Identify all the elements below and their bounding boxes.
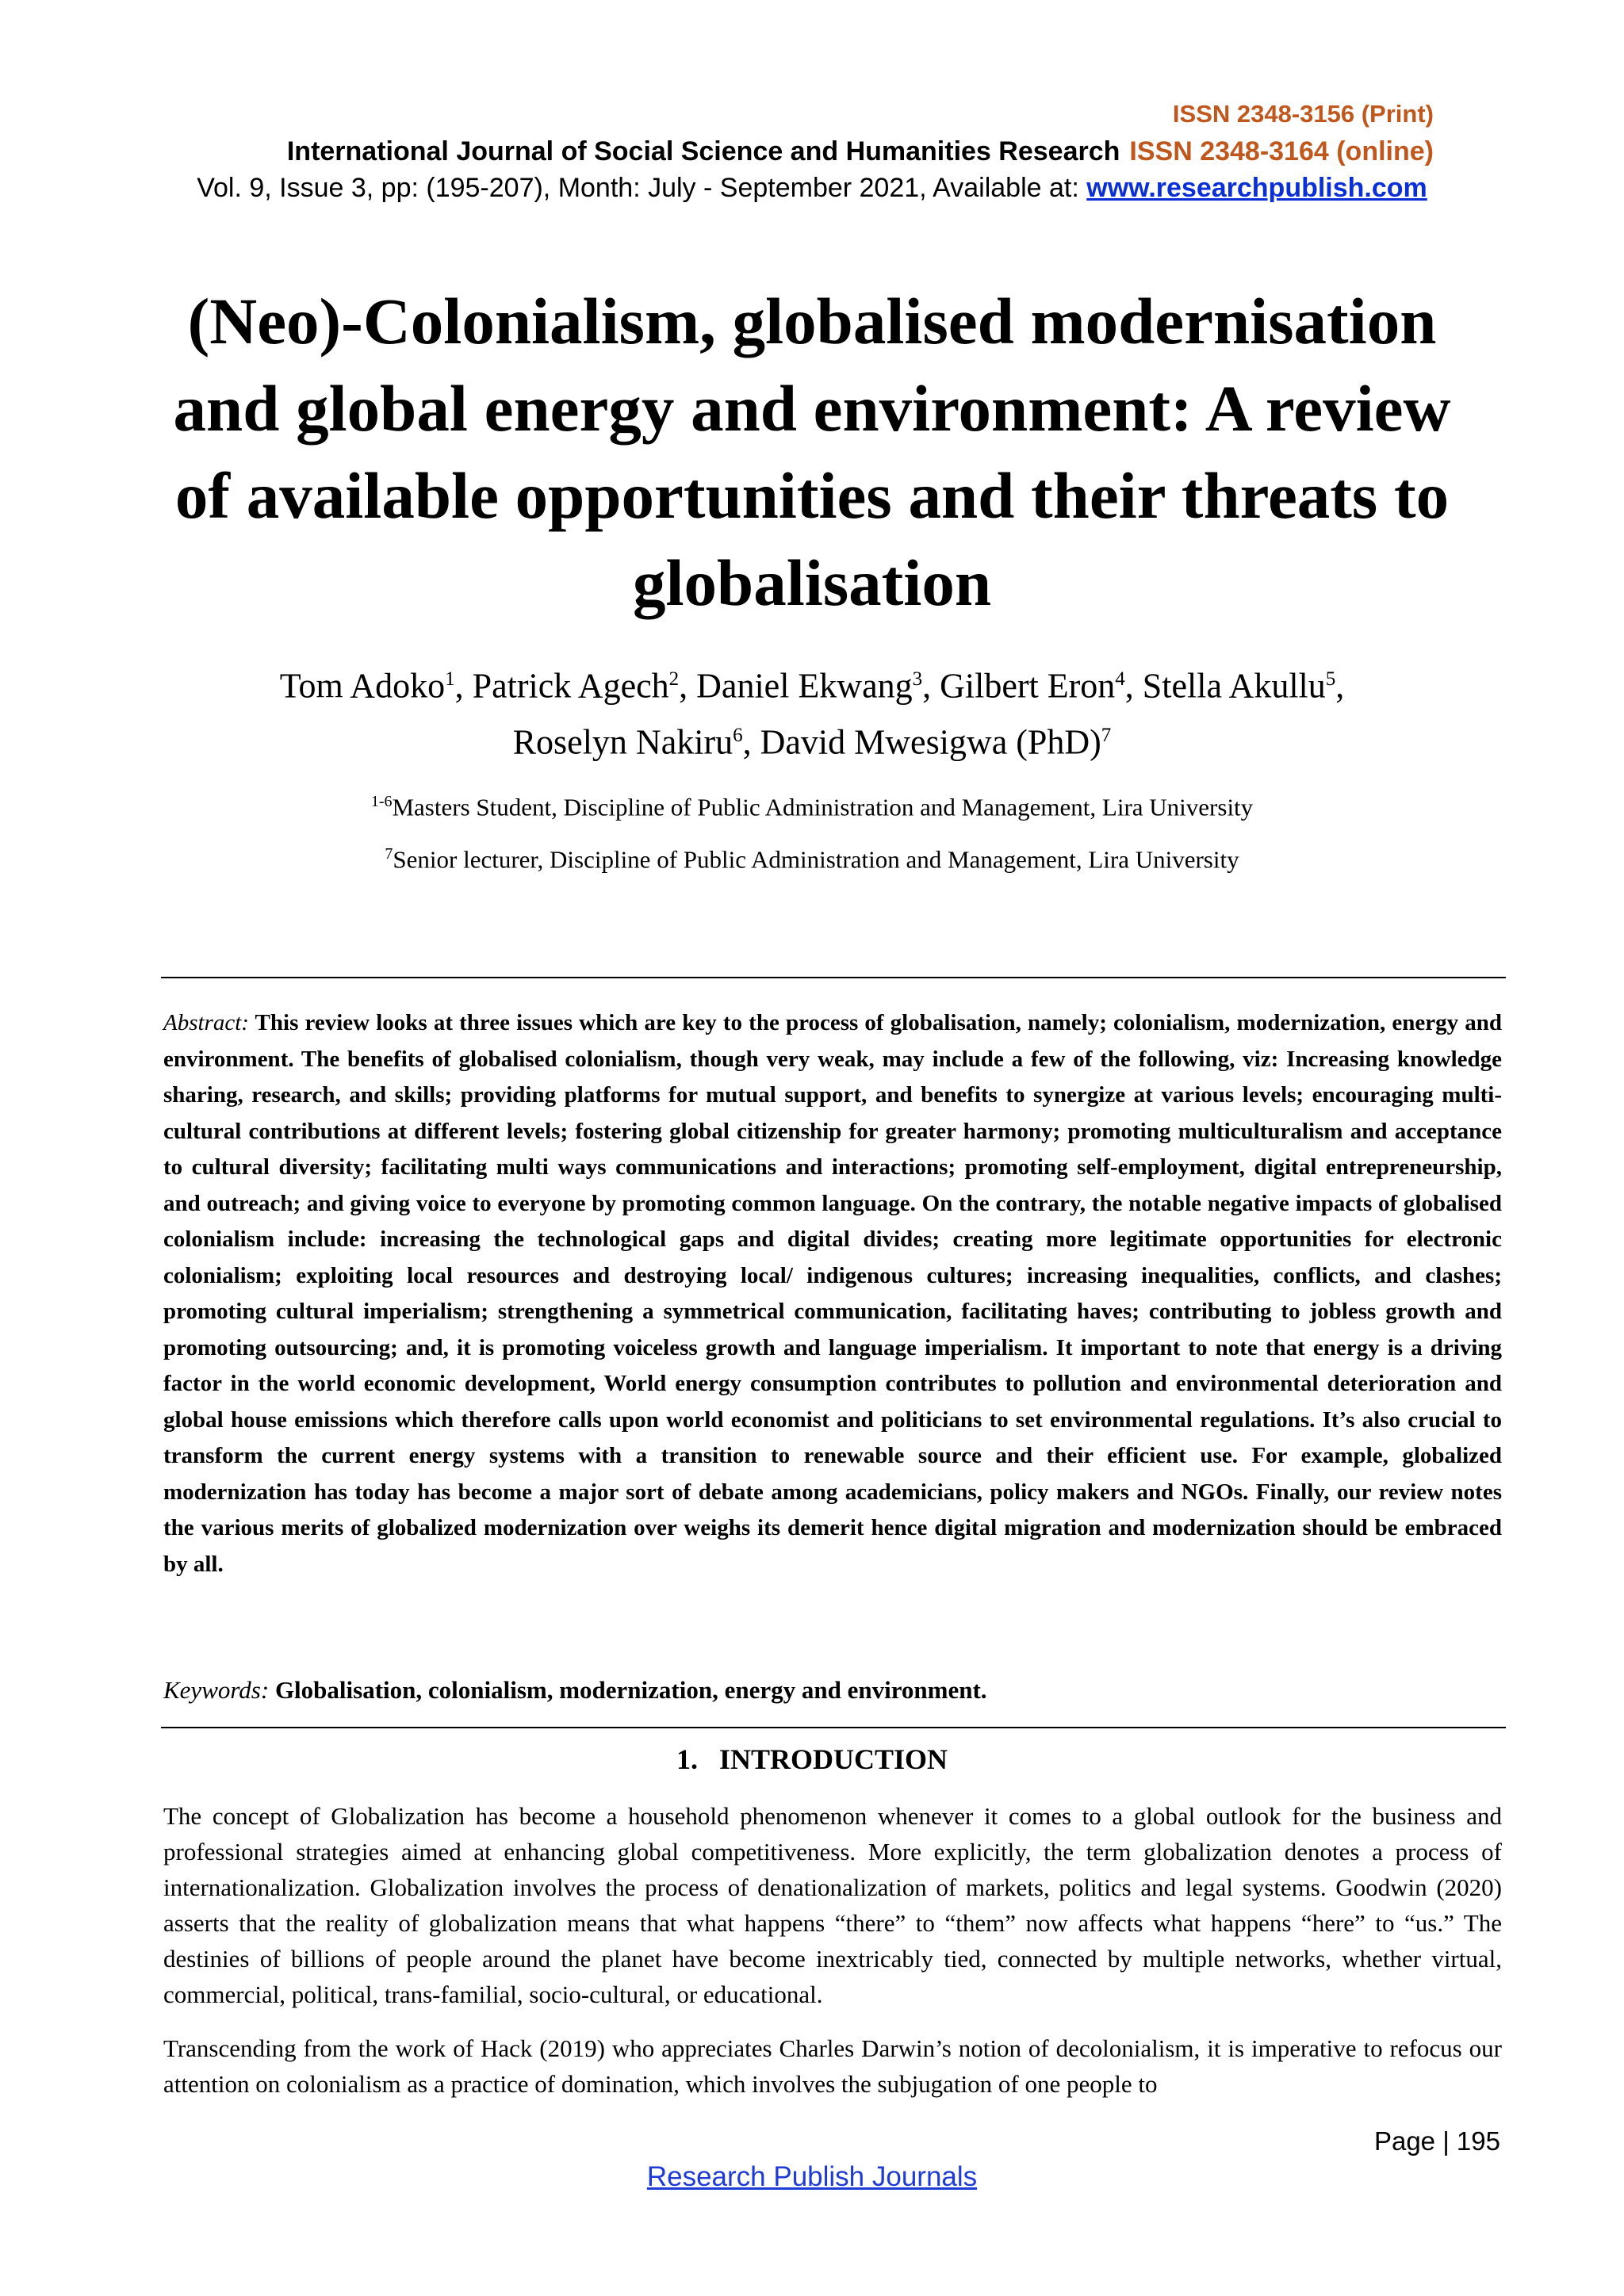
- author: Gilbert Eron: [940, 666, 1116, 706]
- issn-online: ISSN 2348-3164 (online): [1129, 136, 1434, 166]
- section-heading: 1. INTRODUCTION: [676, 1743, 948, 1775]
- author-sup: 4: [1115, 668, 1125, 690]
- author: Roselyn Nakiru: [512, 722, 733, 762]
- author: Tom Adoko: [279, 666, 446, 706]
- paper-title: (Neo)-Colonialism, globalised modernisation and global energy and environment: A review of available opportunities and their threats to globalisation: [173, 285, 1451, 619]
- abstract-label: Abstract:: [163, 1010, 249, 1035]
- keywords-label: Keywords:: [163, 1676, 270, 1704]
- affiliation-text: Masters Student, Discipline of Public Administration and Management, Lira University: [392, 793, 1254, 821]
- author: Daniel Ekwang: [696, 666, 913, 706]
- footer: [0, 2161, 1624, 2193]
- author: Patrick Agech: [472, 666, 669, 706]
- author-sup: 3: [912, 668, 923, 690]
- author-sup: 6: [733, 724, 743, 746]
- issn-print: ISSN 2348-3156 (Print): [1172, 100, 1434, 128]
- affiliation: [0, 793, 1624, 821]
- author-sup: 1: [445, 668, 455, 690]
- affiliation-sup: 7: [385, 845, 393, 863]
- affiliation: [0, 845, 1624, 874]
- abstract-text: This review looks at three issues which are key to the process of globalisation, namely; colonialism, modernization, energy and environment. The benefits of globalised colonialism, though very weak, may include a few of the following, viz: Increasing knowledge sharing, research, and skills; providing platforms for mutual support, and benefits to synergize at various levels; encouraging multi-cultural contributions at different levels; fostering global citizenship for greater harmony; promoting multiculturalism and acceptance to cultural diversity; facilitating multi ways communications and interactions; promoting self-employment, digital entrepreneurship, and outreach; and giving voice to everyone by promoting common language. On the contrary, the notable negative impacts of globalised colonialism include: increasing the technological gaps and digital divides; creating more legitimate opportunities for electronic colonialism; exploiting local resources and destroying local/ indigenous cultures; increasing inequalities, conflicts, and clashes; promoting cultural imperialism; strengthening a symmetrical communication, facilitating haves; contributing to jobless growth and promoting outsourcing; and, it is promoting voiceless growth and language imperialism. It important to note that energy is a driving factor in the world economic development, World energy consumption contributes to pollution and environmental deterioration and global house emissions which therefore calls upon world economist and politicians to set environmental regulations. It’s also crucial to transform the current energy systems with a transition to renewable source and their efficient use. For example, globalized modernization has today has become a major sort of debate among academicians, policy makers and NGOs. Finally, our review notes the various merits of globalized modernization over weighs its demerit hence digital migration and modernization should be embraced by all.: [163, 1010, 1502, 1577]
- keywords-text: Globalisation, colonialism, modernization, energy and environment.: [274, 1676, 987, 1704]
- journal-name: International Journal of Social Science and Humanities Research: [286, 136, 1120, 166]
- author-list: Tom Adoko$^1$, Patrick Agech$^2$, Daniel Ekwang$^3$, Gilbert Eron$^4$, Stella Akullu$^5$, Roselyn Nakiru$^6$, David Mwesigwa (PhD)$^7$: [279, 666, 1345, 762]
- author-sup: 2: [668, 668, 680, 690]
- abstract: [163, 1005, 1502, 1582]
- page-number: Page | 195: [1373, 2126, 1500, 2156]
- divider: [161, 1727, 1506, 1728]
- author: Stella Akullu: [1142, 666, 1326, 706]
- author: David Mwesigwa (PhD): [760, 722, 1101, 762]
- affiliation-sup: 1-6: [370, 793, 393, 810]
- affiliation-text: Senior lecturer, Discipline of Public Administration and Management, Lira University: [393, 845, 1239, 874]
- publisher-link[interactable]: Research Publish Journals: [646, 2161, 978, 2192]
- author-sup: 5: [1325, 668, 1336, 690]
- divider: [161, 977, 1506, 978]
- keywords: [163, 1676, 1502, 1705]
- website-link[interactable]: www.researchpublish.com: [1086, 173, 1427, 203]
- body-paragraph: Transcending from the work of Hack (2019) who appreciates Charles Darwin’s notion of decolonialism, it is imperative to refocus our attention on colonialism as a practice of domination, which involves the subjugation of one people to: [163, 2034, 1502, 2098]
- body-paragraph: The concept of Globalization has become a household phenomenon whenever it comes to a global outlook for the business and professional strategies aimed at enhancing global competitiveness. More explicitly, the term globalization denotes a process of internationalization. Globalization involves the process of denationalization of markets, politics and legal systems. Goodwin (2020) asserts that the reality of globalization means that what happens “there” to “them” now affects what happens “here” to “us.” The destinies of billions of people around the planet have become inextricably tied, connected by multiple networks, whether virtual, commercial, political, trans-familial, socio-cultural, or educational.: [163, 1802, 1502, 2008]
- volume-info: Vol. 9, Issue 3, pp: (195-207), Month: July - September 2021, Available at:: [197, 173, 1087, 203]
- author-sup: 7: [1101, 724, 1112, 746]
- volume-info-line: [0, 173, 1624, 204]
- journal-header-line: [287, 136, 1434, 167]
